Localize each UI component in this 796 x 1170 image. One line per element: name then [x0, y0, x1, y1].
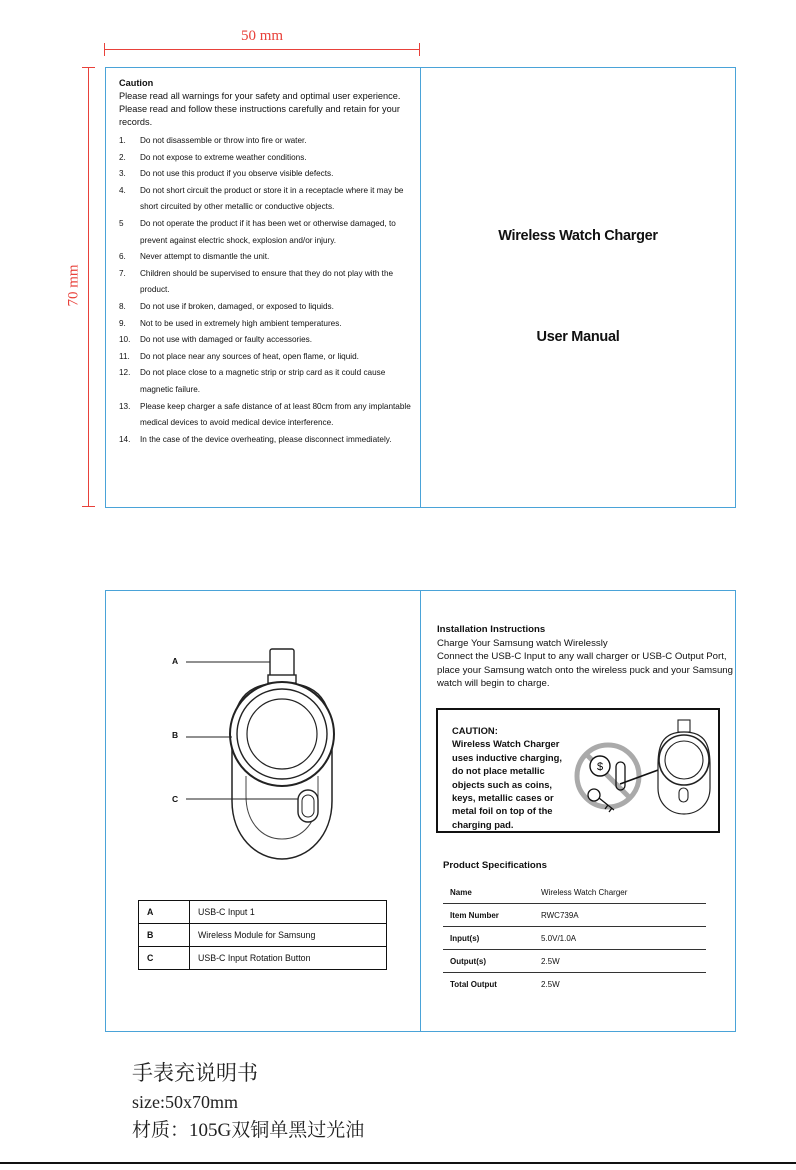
spec-key: Output(s)	[443, 950, 534, 973]
item-number: 1.	[119, 136, 126, 145]
caution-box-title: CAUTION:	[452, 725, 498, 736]
spec-key: Name	[443, 881, 534, 904]
item-number: 5	[119, 218, 124, 228]
caution-box-body: Wireless Watch Charger uses inductive charging, do not place metallic objects such as coins, keys, metallic cases or metal foil on top of the charging pad.	[452, 738, 562, 830]
coin-symbol: $	[596, 761, 604, 773]
height-dimension-label: 70 mm	[65, 264, 82, 307]
table-row	[443, 950, 706, 973]
item-number: 11.	[119, 351, 130, 361]
caution-item	[119, 332, 411, 349]
caution-box-text	[452, 724, 570, 831]
item-text: Do not place close to a magnetic strip or strip card as it could cause magnetic failure.	[140, 368, 386, 394]
caution-item	[119, 133, 411, 150]
item-text: Not to be used in extremely high ambient temperatures.	[140, 318, 342, 328]
rotation-button-inner	[302, 795, 314, 817]
item-text: Never attempt to dismantle the unit.	[140, 252, 270, 262]
item-number: 14.	[119, 434, 131, 444]
table-row	[139, 947, 387, 970]
item-text: Do not use with damaged or faulty accessories.	[140, 335, 313, 345]
caution-item	[119, 166, 411, 183]
charger-diagram	[106, 591, 420, 891]
specifications-table	[443, 881, 706, 995]
item-number: 2.	[119, 152, 126, 162]
width-dimension-label: 50 mm	[240, 28, 284, 44]
item-number: 3.	[119, 169, 126, 179]
item-text: Do not use this product if you observe visible defects.	[140, 169, 334, 179]
mini-puck-inner	[665, 741, 703, 779]
item-text: Please keep charger a safe distance of at least 80cm from any implantable medical devices to avoid medical device interference.	[140, 401, 411, 428]
legend-key: A	[139, 901, 190, 924]
mini-usb-plug	[678, 720, 690, 732]
spec-key: Total Output	[450, 979, 497, 989]
caution-item	[119, 266, 411, 299]
cover-title: Wireless Watch Charger	[498, 228, 658, 244]
caution-list	[119, 133, 411, 448]
legend-value: USB-C Input Rotation Button	[190, 947, 387, 970]
mini-button	[679, 788, 688, 802]
caution-title: Caution	[119, 78, 154, 88]
table-row	[139, 901, 387, 924]
item-number: 8.	[119, 301, 126, 311]
wireless-puck-pad	[247, 699, 317, 769]
legend-value: Wireless Module for Samsung	[190, 924, 387, 947]
callout-a: A	[172, 656, 179, 666]
height-dimension-line	[88, 67, 89, 507]
installation-line: Connect the USB-C Input to any wall charger or USB-C Output Port, place your Samsung watch onto the wireless puck and your Samsung watch will begin to charge.	[437, 651, 733, 689]
key-icon	[588, 789, 600, 801]
spec-value: Wireless Watch Charger	[534, 881, 706, 904]
installation-line: Charge Your Samsung watch Wirelessly	[437, 637, 608, 649]
caution-item	[119, 432, 411, 449]
item-number: 6.	[119, 252, 126, 262]
caution-intro: Please read all warnings for your safety and optimal user experience. Please read and follow these instructions carefully and retain for your records.	[119, 91, 401, 127]
specifications-title: Product Specifications	[443, 860, 547, 871]
item-text: Do not use if broken, damaged, or exposed to liquids.	[140, 301, 334, 311]
legend-value: USB-C Input 1	[190, 901, 387, 924]
spec-value: 2.5W	[534, 950, 706, 973]
table-row	[443, 973, 706, 996]
table-row	[443, 881, 706, 904]
legend-key: C	[139, 947, 190, 970]
installation-section	[437, 623, 733, 691]
caution-item	[119, 365, 411, 398]
table-row	[443, 927, 706, 950]
caution-item	[119, 316, 411, 333]
item-number: 9.	[119, 318, 126, 328]
item-number: 13.	[119, 401, 131, 411]
width-dimension-tick	[104, 43, 105, 56]
spec-key: Input(s)	[443, 927, 534, 950]
caution-item	[119, 150, 411, 167]
bottom-border	[0, 1162, 796, 1164]
spec-value: 2.5W	[541, 979, 560, 989]
item-number: 4.	[119, 185, 126, 195]
height-dimension	[60, 67, 100, 507]
print-notes	[132, 1058, 364, 1146]
caution-panel	[105, 67, 421, 508]
item-text: Do not place near any sources of heat, open flame, or liquid.	[140, 351, 359, 361]
item-text: Children should be supervised to ensure that they do not play with the product.	[140, 268, 394, 295]
item-number: 7.	[119, 268, 126, 278]
spec-value: RWC739A	[534, 904, 706, 927]
callout-b: B	[172, 730, 179, 740]
spec-key: Item Number	[443, 904, 534, 927]
legend-table	[138, 900, 387, 970]
notes-size: size:50x70mm	[132, 1092, 238, 1112]
item-text: Do not expose to extreme weather conditions.	[140, 152, 307, 162]
callout-c: C	[172, 794, 179, 804]
height-dimension-tick	[82, 67, 95, 68]
item-text: Do not short circuit the product or store it in a receptacle where it may be short circuited by other metallic or conductive objects.	[140, 185, 404, 212]
width-dimension-tick	[419, 43, 420, 56]
caution-section	[119, 77, 411, 448]
caution-item	[119, 249, 411, 266]
width-dimension	[104, 28, 420, 58]
notes-material: 材质：105G双铜单黑过光油	[132, 1120, 365, 1141]
spec-value: 5.0V/1.0A	[534, 927, 706, 950]
table-row	[139, 924, 387, 947]
item-text: In the case of the device overheating, please disconnect immediately.	[140, 434, 392, 444]
height-dimension-tick	[82, 506, 95, 507]
item-number: 10.	[119, 335, 131, 345]
diagram-panel	[105, 590, 421, 1032]
notes-title: 手表充说明书	[132, 1061, 258, 1085]
item-text: Do not disassemble or throw into fire or water.	[140, 136, 307, 145]
caution-item	[119, 183, 411, 216]
installation-title: Installation Instructions	[437, 624, 546, 635]
table-row	[443, 904, 706, 927]
caution-item	[119, 399, 411, 432]
instructions-panel	[420, 590, 736, 1032]
caution-item	[119, 299, 411, 316]
item-number: 12.	[119, 368, 131, 378]
caution-item	[119, 216, 411, 249]
caution-box	[436, 708, 720, 833]
width-dimension-line	[104, 49, 420, 50]
legend-key: B	[139, 924, 190, 947]
cover-subtitle: User Manual	[536, 329, 620, 345]
cover-panel	[420, 67, 736, 508]
caution-illustration	[570, 710, 720, 831]
caution-item	[119, 349, 411, 366]
item-text: Do not operate the product if it has been wet or otherwise damaged, to prevent against electric shock, explosion and/or injury.	[140, 218, 396, 245]
